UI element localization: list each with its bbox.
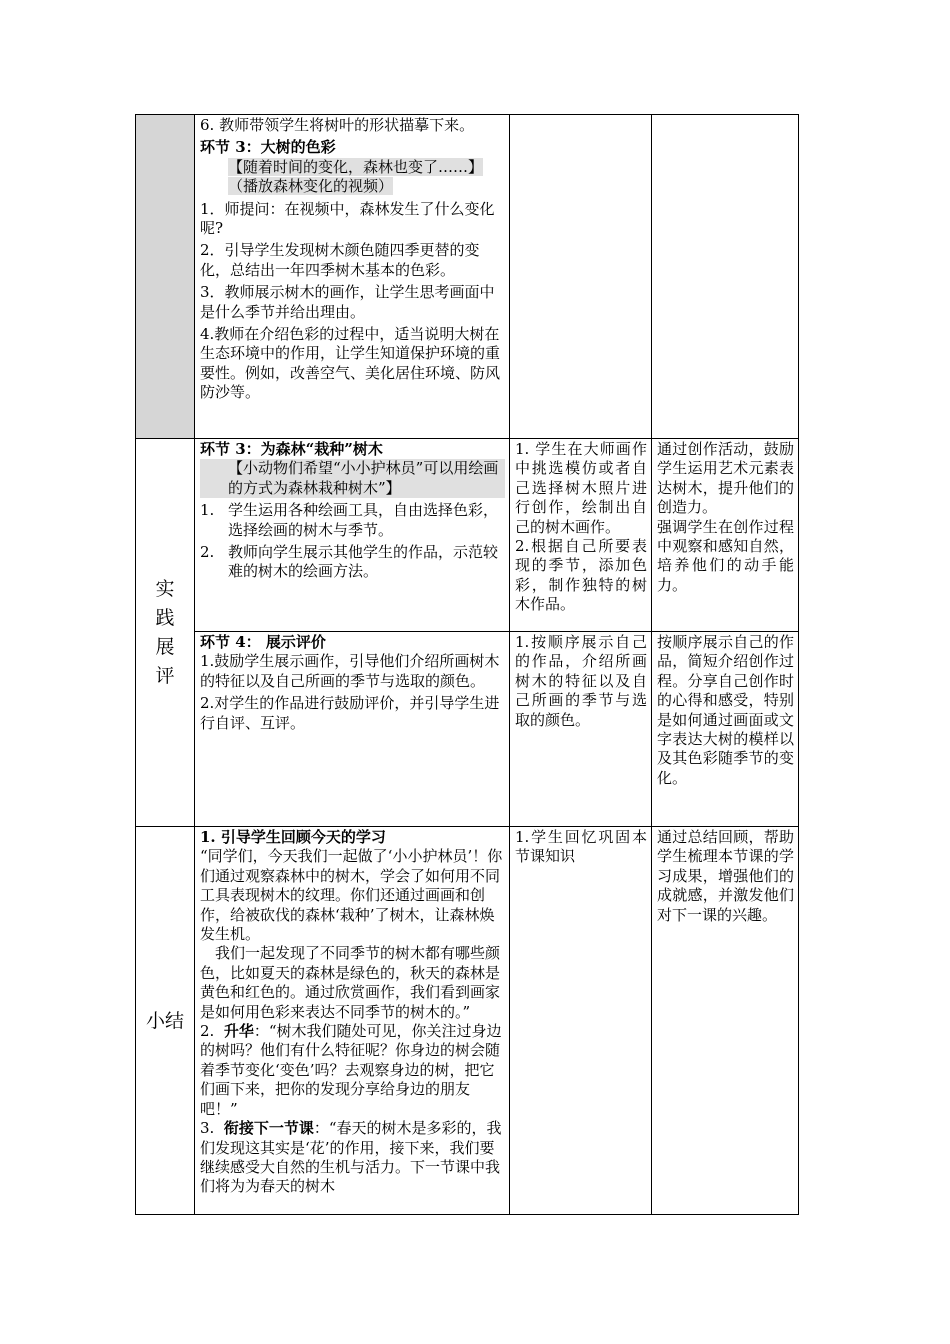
- step-item: 2. 教师向学生展示其他学生的作品，示范较难的树木的绘画方法。: [200, 543, 499, 581]
- student-item: 1.学生回忆巩固本节课知识: [515, 828, 647, 866]
- summary-paragraph: “同学们，今天我们一起做了‘小小护林员’！你们通过观察森林中的树木，学会了如何用不同工具表现树木的纹理。你们还通过画画和创作，给被砍伐的森林‘栽种’了树木，让森林焕发生机。: [200, 847, 503, 944]
- student-cell: [510, 439, 652, 632]
- student-item: 1. 学生在大师画作中挑选模仿或者自己选择树木照片进行创作，绘制出自己的树木画作。: [515, 440, 647, 536]
- section-heading: 环节 3：大树的色彩: [200, 138, 336, 157]
- table-row: [136, 632, 799, 827]
- steps-cell: [195, 115, 510, 439]
- student-cell: [510, 115, 652, 439]
- table-row: [136, 439, 799, 632]
- highlight-text: 【小动物们希望“小小护林员”可以用绘画的方式为森林栽种树木”】: [200, 459, 505, 498]
- step-item: 1.鼓励学生展示画作，引导他们介绍所画树木的特征以及自己所画的季节与选取的颜色。: [200, 652, 500, 690]
- highlight-prompt: [200, 158, 505, 197]
- stage-label: 小结: [145, 1009, 184, 1032]
- section-heading: 1. 引导学生回顾今天的学习: [200, 828, 386, 846]
- step-item: 1．师提问：在视频中，森林发生了什么变化呢?: [200, 199, 495, 238]
- intent-cell: [652, 632, 799, 827]
- intent-cell: [652, 439, 799, 632]
- step-item-6: 6. 教师带领学生将树叶的形状描摹下来。: [200, 116, 475, 134]
- stage-cell-empty: [136, 115, 195, 439]
- intent-item: 通过总结回顾，帮助学生梳理本节课的学习成果，增强他们的成就感，并激发他们对下一课的兴趣。: [657, 828, 794, 924]
- stage-cell: [136, 827, 195, 1215]
- step-item: 3．教师展示树木的画作，让学生思考画面中是什么季节并给出理由。: [200, 283, 495, 321]
- step-item: 3. 衔接下一节课：“春天的树木是多彩的，我们发现这其实是‘花’的作用，接下来，我们要继续感受大自然的生机与活力。下一节课中我们将为为春天的树木: [200, 1119, 502, 1196]
- student-cell: [510, 632, 652, 827]
- intent-item: 通过创作活动，鼓励学生运用艺术元素表达树木，提升他们的创造力。: [657, 440, 794, 517]
- section-heading: 环节 4： 展示评价: [200, 633, 326, 651]
- step-item: 2.对学生的作品进行鼓励评价，并引导学生进行自评、互评。: [200, 694, 500, 732]
- intent-item: 强调学生在创作过程中观察和感知自然，培养他们的动手能力。: [657, 517, 794, 594]
- intent-item: 按顺序展示自己的作品，简短介绍创作过程。分享自己创作时的心得和感受，特别是如何通过画面或文字表达大树的模样以及其色彩随季节的变化。: [657, 633, 794, 787]
- step-label: 升华: [223, 1022, 254, 1041]
- student-item: 2.根据自己所要表现的季节，添加色彩，制作独特的树木作品。: [515, 537, 647, 614]
- lesson-plan-table: [135, 114, 799, 1215]
- step-label: 衔接下一节课: [223, 1119, 314, 1138]
- intent-cell: [652, 827, 799, 1215]
- steps-cell: [195, 827, 510, 1215]
- step-item: 1. 学生运用各种绘画工具，自由选择色彩，选择绘画的树木与季节。: [200, 501, 499, 539]
- step-item: 2．引导学生发现树木颜色随四季更替的变化，总结出一年四季树木基本的色彩。: [200, 241, 480, 279]
- step-item: 2. 升华：“树木我们随处可见，你关注过身边的树吗？他们有什么特征呢？你身边的树会随着季节变化‘变色’吗？去观察身边的树，把它们画下来，把你的发现分享给身边的朋友吧！”: [200, 1022, 502, 1118]
- section-heading: 环节 3：为森林“栽种”树木: [200, 440, 383, 458]
- highlight-text: 【随着时间的变化，森林也变了……】: [228, 157, 484, 176]
- steps-cell: [195, 439, 510, 632]
- student-cell: [510, 827, 652, 1215]
- table-row: [136, 115, 799, 439]
- stage-cell: [136, 439, 195, 827]
- table-row: [136, 827, 799, 1215]
- step-item: 4.教师在介绍色彩的过程中，适当说明大树在生态环境中的作用，让学生知道保护环境的重要性。例如，改善空气、美化居住环境、防风防沙等。: [200, 325, 501, 402]
- steps-cell: [195, 632, 510, 827]
- stage-label: 实践展评: [155, 577, 175, 687]
- video-note: （播放森林变化的视频）: [228, 177, 394, 196]
- intent-cell: [652, 115, 799, 439]
- summary-paragraph: 我们一起发现了不同季节的树木都有哪些颜色，比如夏天的森林是绿色的，秋天的森林是黄色和红色的。通过欣赏画作，我们看到画家是如何用色彩来表达不同季节的树木的。”: [200, 944, 501, 1021]
- student-item: 1.按顺序展示自己的作品，介绍所画树木的特征以及自己所画的季节与选取的颜色。: [515, 633, 647, 729]
